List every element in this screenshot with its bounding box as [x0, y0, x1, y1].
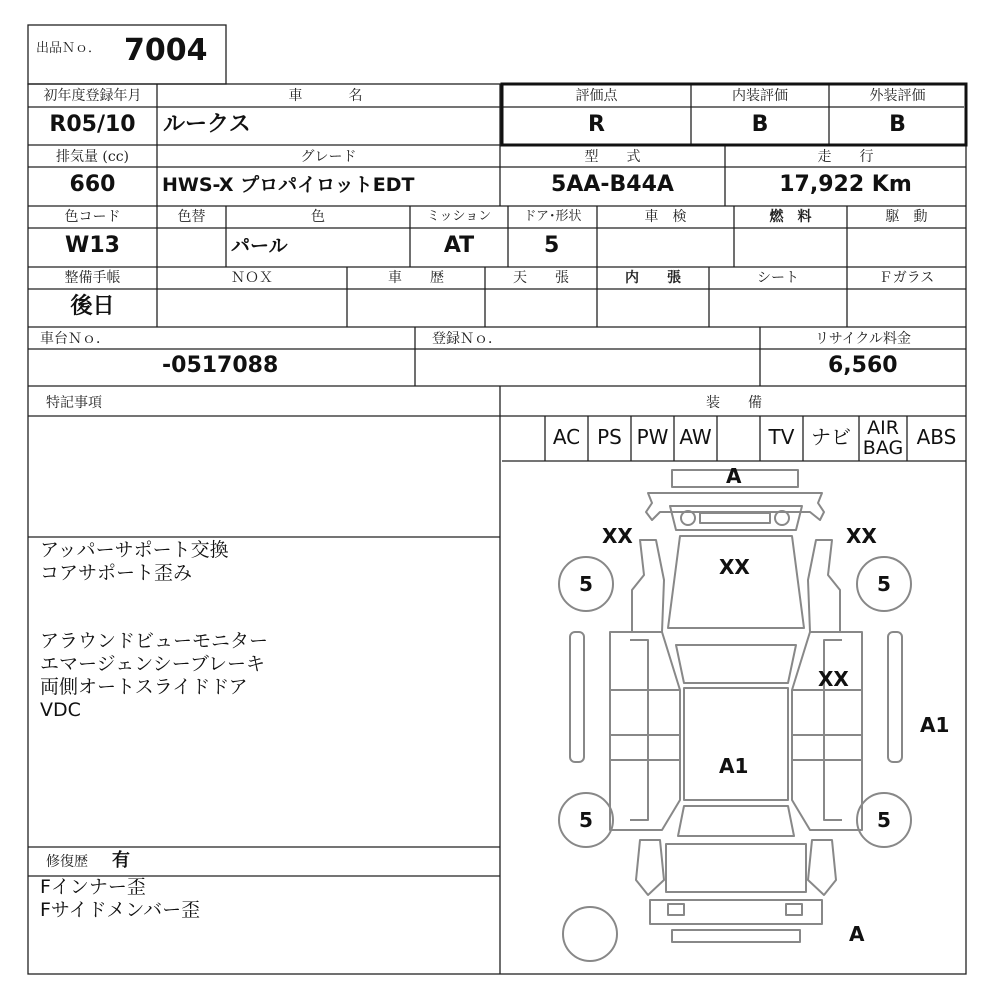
equip-aw: AW	[679, 425, 712, 449]
maintenance-book-label: 整備手帳	[64, 270, 121, 286]
equip-abs: ABS	[916, 425, 957, 449]
car-name-value: ルークス	[163, 112, 251, 137]
chassis-number-value: -0517088	[162, 353, 279, 378]
tire-rear-right: 5	[877, 808, 891, 832]
mark-rear: A	[849, 922, 865, 946]
lot-number-label: 出品Ｎｏ．	[36, 41, 102, 56]
chassis-number-label: 車台Ｎｏ．	[40, 331, 110, 347]
repair-block	[40, 876, 200, 922]
mission-label: ミッション	[426, 209, 492, 224]
repair-history-label: 修復歴	[46, 854, 88, 870]
first-registration-label: 初年度登録年月	[43, 88, 142, 104]
remark-line: VDC	[40, 699, 81, 721]
tire-front-left: 5	[579, 572, 593, 596]
color-value: パール	[231, 235, 288, 257]
mileage-label: 走 行	[817, 149, 874, 165]
door-value: 5	[544, 233, 560, 258]
equip-ac: AC	[552, 425, 581, 449]
color-code-value: W13	[65, 233, 120, 258]
displacement-value: 660	[69, 172, 116, 197]
inspection-label: 車 検	[644, 209, 687, 225]
model-code-label: 型 式	[584, 149, 641, 165]
equip-pw: PW	[636, 425, 669, 449]
mark-hood: XX	[719, 555, 750, 579]
mark-right-front-door: XX	[818, 667, 849, 691]
recycle-fee-label: リサイクル料金	[814, 331, 912, 347]
maintenance-book-value: 後日	[70, 294, 115, 319]
interior-grade-value: B	[751, 112, 769, 137]
equip-ps: PS	[597, 425, 622, 449]
interior-grade-label: 内装評価	[732, 88, 788, 104]
recycle-fee-value: 6,560	[828, 353, 898, 378]
model-code-value: 5AA-B44A	[551, 172, 674, 197]
remark-line: コアサポート歪み	[40, 562, 193, 584]
mark-roof: A1	[719, 754, 749, 778]
grade-value: HWS-X プロパイロットEDT	[162, 174, 415, 196]
vehicle-history-label: 車 歴	[388, 270, 444, 286]
front-glass-label: Ｆガラス	[878, 270, 935, 286]
mission-value: AT	[443, 233, 475, 258]
door-label: ドア･形状	[523, 209, 582, 224]
roof-lining-label: 天 張	[513, 270, 569, 286]
remarks-block-b	[40, 630, 268, 722]
remarks-block-a	[40, 539, 229, 585]
drive-label: 駆 動	[885, 209, 928, 225]
fuel-label: 燃 料	[769, 209, 812, 225]
equip-airbag: AIR BAG	[862, 417, 904, 459]
score-value: R	[588, 112, 605, 137]
displacement-label: 排気量 (cc)	[55, 149, 130, 165]
car-name-label: 車 名	[288, 88, 369, 104]
equip-tv: TV	[768, 425, 795, 449]
color-label: 色	[311, 209, 325, 225]
remark-line: エマージェンシーブレーキ	[40, 653, 266, 675]
grade-label: グレード	[300, 149, 357, 165]
exterior-grade-value: B	[889, 112, 906, 137]
tire-rear-left: 5	[579, 808, 593, 832]
repair-line: Fサイドメンバー歪	[40, 899, 201, 921]
lot-number-box	[28, 25, 226, 84]
mark-front-right: XX	[846, 524, 877, 548]
mileage-value: 17,922 Km	[779, 172, 912, 197]
color-change-label: 色替	[177, 209, 206, 225]
remark-line: 両側オートスライドドア	[40, 676, 248, 698]
equip-navi: ナビ	[811, 425, 851, 449]
tire-front-right: 5	[877, 572, 891, 596]
remark-line: アッパーサポート交換	[40, 539, 229, 561]
mark-front: A	[726, 464, 742, 488]
seat-label: シート	[757, 270, 799, 286]
exterior-grade-label: 外装評価	[869, 88, 926, 104]
mark-front-left: XX	[602, 524, 633, 548]
repair-history-value: 有	[112, 850, 130, 871]
score-label: 評価点	[575, 88, 618, 104]
interior-trim-label: 内 張	[625, 270, 681, 286]
remark-line: アラウンドビューモニター	[40, 630, 269, 652]
color-code-label: 色コード	[64, 209, 121, 225]
lot-number: 7004	[124, 33, 208, 68]
equipment-label: 装 備	[706, 395, 762, 411]
nox-label: ＮＯＸ	[231, 270, 273, 286]
first-registration-value: R05/10	[49, 112, 136, 137]
registration-number-label: 登録Ｎｏ．	[432, 331, 502, 347]
mark-right-side: A1	[920, 713, 950, 737]
repair-line: Fインナー歪	[40, 876, 146, 898]
remarks-label: 特記事項	[46, 395, 102, 411]
